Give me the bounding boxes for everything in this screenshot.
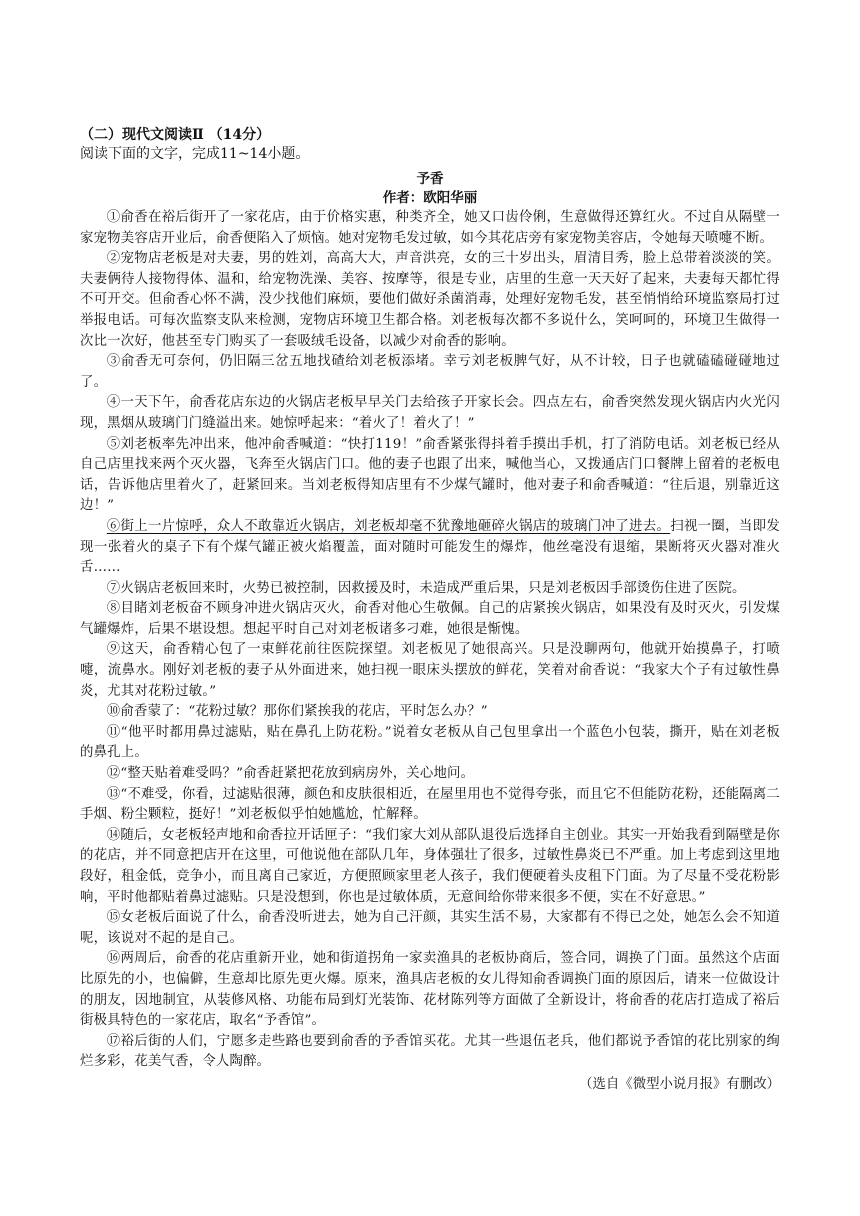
story-title: 予香 <box>416 171 444 187</box>
instruction-text: 阅读下面的文字，完成11~14小题。 <box>80 146 310 162</box>
paragraph-11: ⑪“他平时都用鼻过滤贴，贴在鼻孔上防花粉。”说着女老板从自己包里拿出一个蓝色小包装，撕开，贴在刘老板的鼻孔上。 <box>80 724 780 761</box>
paragraph-2: ②宠物店老板是对夫妻，男的姓刘，高高大大，声音洪亮，女的三十岁出头，眉清目秀，脸上总带着淡淡的笑。夫妻俩待人接物得体、温和，给宠物洗澡、美容、按摩等，很是专业，店里的生意一天天好了起来，夫妻每天都忙得不可开交。但俞香心怀不满，没少找他们麻烦，要他们做好杀菌消毒，处理好宠物毛发，甚至悄悄给环境监察局打过举报电话。可每次监察支队来检测，宠物店环境卫生都合格。刘老板每次都不多说什么，笑呵呵的，环境卫生做得一次比一次好，他甚至专门购买了一套吸绒毛设备，以减少对俞香的影响。 <box>80 251 780 349</box>
paragraph-10: ⑩俞香蒙了：“花粉过敏？那你们紧挨我的花店，平时怎么办？” <box>106 704 488 720</box>
section-title: （二）现代文阅读Ⅱ （14分） <box>80 127 271 143</box>
paragraph-3: ③俞香无可奈何，仍旧隔三岔五地找碴给刘老板添堵。幸亏刘老板脾气好，从不计较，日子也就磕磕碰碰地过了。 <box>80 354 780 390</box>
paragraph-13: ⑬“不难受，你看，过滤贴很薄，颜色和皮肤很相近，在屋里用也不觉得夸张，而且它不但能防花粉，还能隔离二手烟、粉尘颗粒，挺好！”刘老板似乎怕她尴尬，忙解释。 <box>80 786 780 823</box>
paragraph-5: ⑤刘老板率先冲出来，他冲俞香喊道：“快打119！”俞香紧张得抖着手摸出手机，打了消防电话。刘老板已经从自己店里找来两个灭火器，飞奔至火锅店门口。他的妻子也跟了出来，喊他当心，又拨通店门口餐牌上留着的老板电话，告诉他店里着火了，赶紧回来。当刘老板得知店里有不少煤气罐时，他对妻子和俞香喊道：“往后退，别靠近这边！” <box>80 436 780 514</box>
paragraph-9: ⑨这天，俞香精心包了一束鲜花前往医院探望。刘老板见了她很高兴。只是没聊两句，他就开始摸鼻子，打喷嚏，流鼻水。刚好刘老板的妻子从外面进来，她扫视一眼床头摆放的鲜花，笑着对俞香说：“我家大个子有过敏性鼻炎，尤其对花粉过敏。” <box>80 642 780 699</box>
paragraph-12: ⑫“整天贴着难受吗？”俞香赶紧把花放到病房外，关心地问。 <box>106 766 475 782</box>
paragraph-16: ⑯两周后，俞香的花店重新开业，她和街道拐角一家卖渔具的老板协商后，签合同，调换了门面。虽然这个店面比原先的小，也偏僻，生意却比原先更火爆。原来，渔具店老板的女儿得知俞香调换门面的原因后，请来一位做设计的朋友，因地制宜，从装修风格、功能布局到灯光装饰、花材陈列等方面做了全新设计，将俞香的花店打造成了裕后街极具特色的一家花店，取名“予香馆”。 <box>80 951 780 1029</box>
source-citation: （选自《微型小说月报》有删改） <box>579 1076 780 1092</box>
paragraph-17: ⑰裕后街的人们，宁愿多走些路也要到俞香的予香馆买花。尤其一些退伍老兵，他们都说予香馆的花比别家的绚烂多彩，花美气香，令人陶醉。 <box>80 1033 780 1070</box>
paragraph-4: ④一天下午，俞香花店东边的火锅店老板早早关门去给孩子开家长会。四点左右，俞香突然发现火锅店内火光闪现，黑烟从玻璃门门缝溢出来。她惊呼起来：“着火了！着火了！” <box>80 395 780 431</box>
underlined-sentence: ⑥街上一片惊呼，众人不敢靠近火锅店，刘老板却毫不犹豫地砸碎火锅店的玻璃门冲了进去。 <box>106 518 671 534</box>
paragraph-7: ⑦火锅店老板回来时，火势已被控制，因救援及时，未造成严重后果，只是刘老板因手部烫伤住进了医院。 <box>106 580 746 596</box>
paragraph-6 <box>80 517 780 579</box>
paragraph-1: ①俞香在裕后街开了一家花店，由于价格实惠，种类齐全，她又口齿伶俐，生意做得还算红火。不过自从隔壁一家宠物美容店开业后，俞香便陷入了烦恼。她对宠物毛发过敏，如今其花店旁有家宠物美容店，令她每天喷嚏不断。 <box>80 210 780 246</box>
story-author: 作者：欧阳华丽 <box>382 190 478 206</box>
paragraph-15: ⑮女老板后面说了什么，俞香没听进去，她为自己汗颜，其实生活不易，大家都有不得已之处，她怎么会不知道呢，该说对不起的是自己。 <box>80 910 780 946</box>
paragraph-6-rest: 扫视一圈，当即发现一张着火的桌子下有个煤气罐正被火焰覆盖，面对随时可能发生的爆炸，他丝毫没有退缩，果断将灭火器对准火舌…… <box>80 518 780 576</box>
reading-passage <box>80 126 780 1095</box>
paragraph-14: ⑭随后，女老板轻声地和俞香拉开话匣子：“我们家大刘从部队退役后选择自主创业。其实一开始我看到隔壁是你的花店，并不同意把店开在这里，可他说他在部队几年，身体强壮了很多，过敏性鼻炎已不严重。加上考虑到这里地段好，租金低，竞争小，而且离自己家近，方便照顾家里老人孩子，我们便硬着头皮租下门面。为了尽量不受花粉影响，平时他都贴着鼻过滤贴。只是没想到，你也是过敏体质，无意间给你带来很多不便，实在不好意思。” <box>80 827 780 905</box>
paragraph-8: ⑧目睹刘老板奋不顾身冲进火锅店灭火，俞香对他心生敬佩。自己的店紧挨火锅店，如果没有及时灭火，引发煤气罐爆炸，后果不堪设想。想起平时自己对刘老板诸多刁难，她很是惭愧。 <box>80 601 780 637</box>
